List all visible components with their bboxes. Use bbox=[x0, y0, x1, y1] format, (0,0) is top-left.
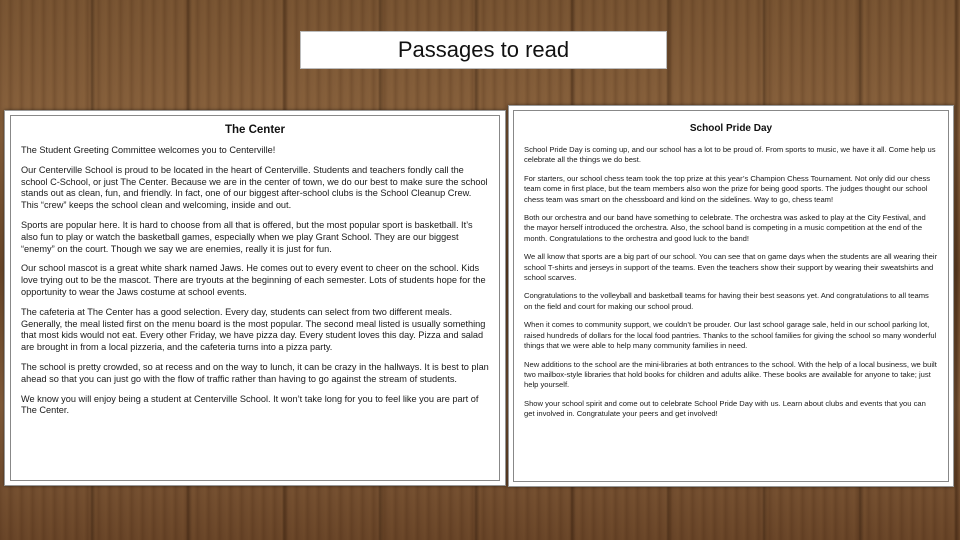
passage-paragraph: Show your school spirit and come out to celebrate School Pride Day with us. Learn about clubs and events that you can get involved in. Congratulate your peers and get involved! bbox=[524, 398, 926, 419]
passage-page-the-center bbox=[4, 110, 506, 486]
passage-border bbox=[513, 110, 949, 482]
passage-paragraph: Our school mascot is a great white shark named Jaws. He comes out to every event to cheer on the school. Kids love trying out to be the mascot. There are tryouts at the beginning of each semester. Lots of students hope for the opportunity to wear the Jaws costume at school events. bbox=[21, 263, 486, 297]
passage-paragraph: The Student Greeting Committee welcomes you to Centerville! bbox=[21, 145, 276, 155]
slide-title-box bbox=[300, 31, 667, 69]
passage-paragraph: Sports are popular here. It is hard to choose from all that is offered, but the most popular sport is basketball. It’s also fun to play or watch the basketball games, especially when we play Grant School. They are our biggest “enemy” on the court. Though we say we are enemies, really it is just for fun. bbox=[21, 219, 473, 254]
passage-paragraph: We know you will enjoy being a student at Centerville School. It won’t take long for you to feel like you are part of The Center. bbox=[21, 393, 479, 416]
passage-title: School Pride Day bbox=[689, 123, 773, 134]
passage-paragraph: Our Centerville School is proud to be located in the heart of Centerville. Students and teachers fondly call the school C-School, or just The Center. Because we are in the center of town, we do our best to make sure the school stands out as clean, fun, and friendly. In fact, one of our biggest after-school clubs is the School Cleanup Crew. This “crew” keeps the school clean and welcoming, inside and out. bbox=[21, 164, 488, 211]
passage-paragraph: Congratulations to the volleyball and basketball teams for having their best seasons yet. And congratulations to all teams on the field and court for making our school proud. bbox=[524, 291, 929, 311]
passage-border bbox=[10, 115, 500, 481]
passage-title: The Center bbox=[224, 124, 286, 136]
passage-paragraph: We all know that sports are a big part of our school. You can see that on game days when the students are all wearing their school T-shirts and jerseys in support of the teams. Even the teachers show their support by wearing their sweatshirts and school scarves. bbox=[524, 252, 938, 283]
passage-paragraph: Both our orchestra and our band have something to celebrate. The orchestra was asked to play at the City Festival, and the mayor herself introduced the orchestra. Also, the school band is competing in a music competition at the end of the month. Congratulations to the orchestra and good luck to the band! bbox=[524, 213, 926, 243]
passage-paragraph: The cafeteria at The Center has a good selection. Every day, students can select from two different meals. Generally, the meal listed first on the menu board is the most popular. The second meal listed is usually something that most kids would not eat. Every other Friday, we have pizza day. Every student loves this day. Pizza and salad are brought in from a local pizzeria, and the cafeteria turns into a pizza party. bbox=[21, 306, 486, 353]
passage-paragraph: For starters, our school chess team took the top prize at this year’s Champion Chess Tournament. Not only did our chess team come in first place, but the team members also won the prize for being good sports. The judges thought our school chess team was smart on the chessboard and kind on the sidelines. Way to go, chess team! bbox=[524, 173, 931, 204]
slide-title: Passages to read bbox=[397, 37, 570, 62]
passage-page-school-pride-day bbox=[508, 105, 954, 487]
passage-paragraph: When it comes to community support, we couldn’t be prouder. Our last school garage sale, held in our school parking lot, raised hundreds of dollars for the local food pantries. Thanks to the school families for giving the school so many wonderful things that we were able to help many community families in need. bbox=[524, 320, 937, 351]
passage-paragraph: School Pride Day is coming up, and our school has a lot to be proud of. From sports to music, we have it all. Come help us celebrate all the things we do best. bbox=[524, 145, 936, 165]
passage-paragraph: New additions to the school are the mini-libraries at both entrances to the school. With the help of a local business, we built two mailbox-style libraries that hold books for children and adults alike. These books are available for anyone to take; just help yourself. bbox=[524, 359, 937, 390]
passage-paragraph: The school is pretty crowded, so at recess and on the way to lunch, it can be crazy in the hallways. It is best to plan ahead so that you can just go with the flow of traffic rather than having to go against the stream of students. bbox=[21, 361, 489, 384]
